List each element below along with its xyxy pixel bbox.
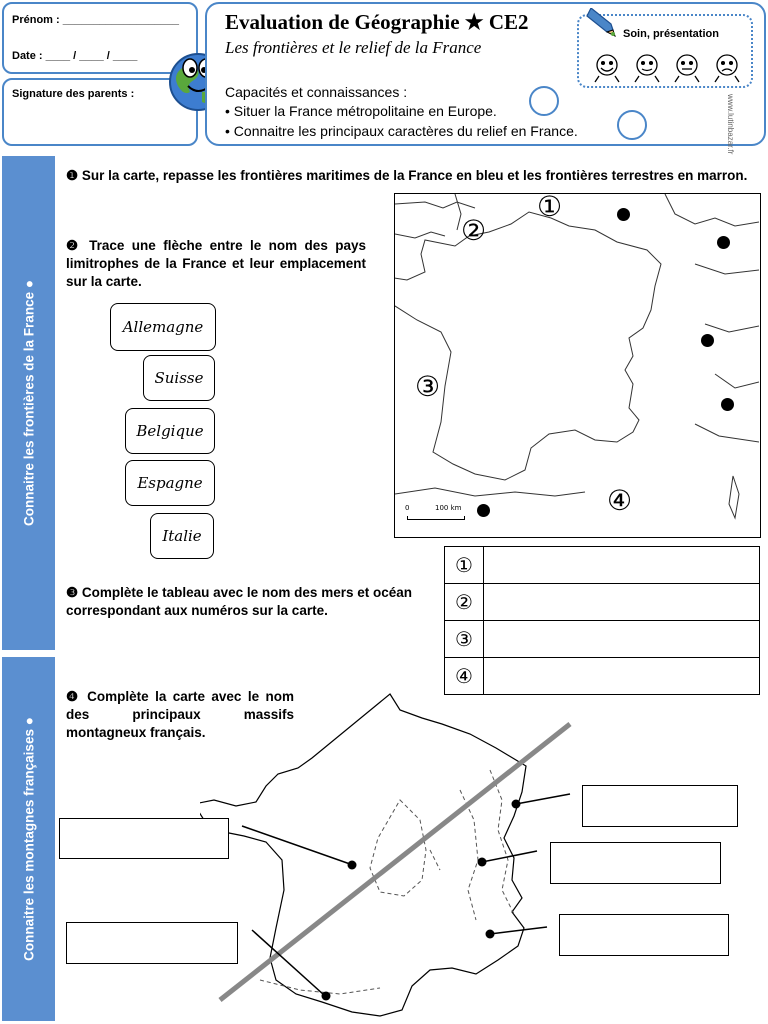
date-field[interactable]: Date : ____ / ____ / ____ bbox=[12, 50, 138, 62]
scale-left: 0 bbox=[405, 504, 410, 512]
table-number-1: ① bbox=[445, 547, 484, 584]
massif-box-3[interactable] bbox=[582, 785, 738, 827]
section2-side-label: Connaitre les montagnes françaises ● bbox=[21, 717, 36, 961]
map-number-1: ① bbox=[537, 193, 563, 223]
map-number-3: ③ bbox=[415, 370, 441, 403]
massif-box-4[interactable] bbox=[550, 842, 721, 884]
scale-right: 100 km bbox=[435, 504, 462, 512]
section1-side-label: Connaitre les frontières de la France ● bbox=[21, 280, 36, 526]
prenom-field[interactable]: Prénom : ___________________ bbox=[12, 14, 179, 26]
country-label-suisse[interactable]: Suisse bbox=[143, 355, 215, 401]
country-label-espagne[interactable]: Espagne bbox=[125, 460, 215, 506]
soin-label: Soin, présentation bbox=[623, 28, 719, 40]
table-number-2: ② bbox=[445, 584, 484, 621]
massif-box-5[interactable] bbox=[559, 914, 729, 956]
massif-box-2[interactable] bbox=[66, 922, 238, 964]
signature-label: Signature des parents : bbox=[12, 88, 135, 100]
country-label-italie[interactable]: Italie bbox=[150, 513, 214, 559]
instruction-3: ❸ Complète le tableau avec le nom des mers et océan correspondant aux numéros sur la carte. bbox=[66, 585, 412, 618]
watermark: www.lutinbazar.fr bbox=[726, 94, 735, 155]
map-number-2: ② bbox=[461, 214, 487, 247]
page-subtitle: Les frontières et le relief de la France bbox=[225, 38, 482, 57]
country-label-belgique[interactable]: Belgique bbox=[125, 408, 215, 454]
capacity-1: • Situer la France métropolitaine en Europe. bbox=[225, 103, 497, 119]
country-label-allemagne[interactable]: Allemagne bbox=[110, 303, 216, 351]
capacities-title: Capacités et connaissances : bbox=[225, 84, 408, 100]
instruction-1: ❶ Sur la carte, repasse les frontières maritimes de la France en bleu et les frontières terrestres en marron. bbox=[66, 168, 748, 183]
massif-box-1[interactable] bbox=[59, 818, 229, 859]
table-number-3: ③ bbox=[445, 621, 484, 658]
page-title: Evaluation de Géographie ★ CE2 bbox=[225, 10, 529, 34]
table-number-4: ④ bbox=[445, 658, 484, 695]
instruction-4: ❹ Complète la carte avec le nom des principaux massifs montagneux français. bbox=[66, 689, 294, 740]
instruction-2: ❷ Trace une flèche entre le nom des pays limitrophes de la France et leur emplacement sur la carte. bbox=[66, 238, 366, 289]
map-number-4: ④ bbox=[607, 484, 633, 517]
capacity-2: • Connaitre les principaux caractères du relief en France. bbox=[225, 123, 578, 139]
